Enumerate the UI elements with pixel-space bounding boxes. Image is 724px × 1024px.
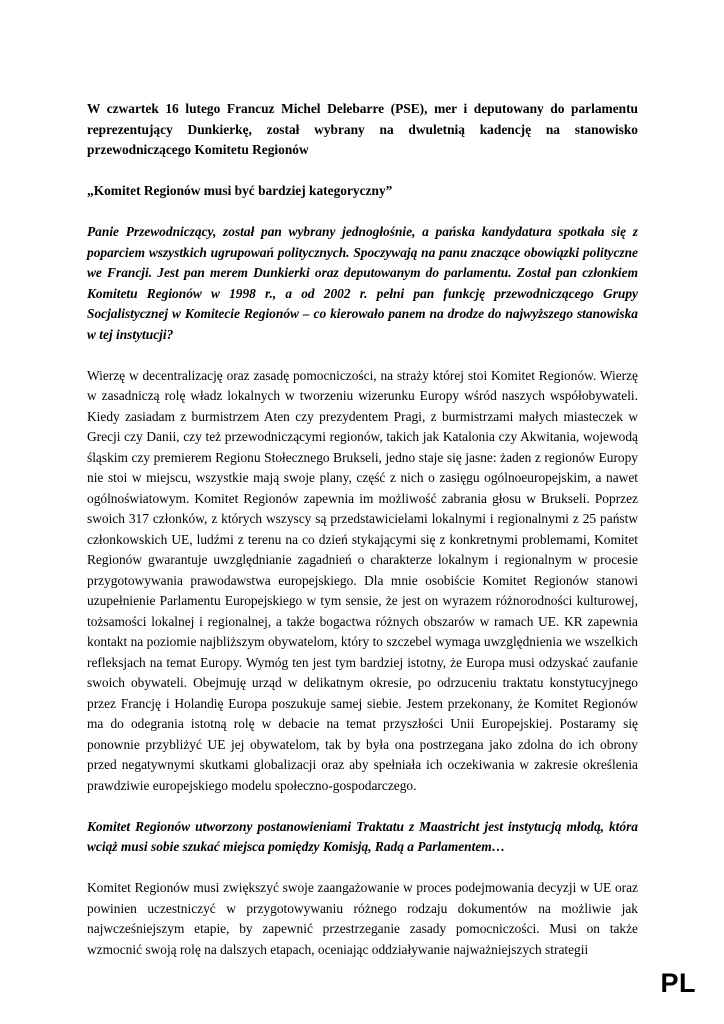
spacer	[87, 161, 638, 182]
interview-question-2: Komitet Regionów utworzony postanowieniami Traktatu z Maastricht jest instytucją młodą, która wciąż musi sobie szukać miejsca pomiędzy Komisją, Radą a Parlamentem…	[87, 818, 638, 854]
language-code-label: PL	[660, 968, 696, 998]
spacer	[87, 796, 638, 817]
headline: „Komitet Regionów musi być bardziej kategoryczny”	[87, 183, 393, 198]
spacer	[87, 858, 638, 879]
interview-answer-2: Komitet Regionów musi zwiększyć swoje zaangażowanie w proces podejmowania decyzji w UE oraz powinien uczestniczyć w przygotowywaniu różnego rodzaju dokumentów na możliwie jak najwcześniejszym etapie, by zapewnić przestrzeganie zasady pomocniczości. Musi on także wzmocnić swoją rolę na dalszych etapach, oceniając oddziaływanie najważniejszych strategii	[87, 880, 638, 957]
article	[87, 99, 638, 960]
intro-paragraph: W czwartek 16 lutego Francuz Michel Delebarre (PSE), mer i deputowany do parlamentu reprezentujący Dunkierkę, został wybrany na dwuletnią kadencję na stanowisko przewodniczącego Komitetu Regionów	[87, 101, 638, 157]
interview-answer-1: Wierzę w decentralizację oraz zasadę pomocniczości, na straży której stoi Komitet Regionów. Wierzę w zasadniczą rolę władz lokalnych w tworzeniu wizerunku Europy wśród naszych współobywateli. Kiedy zasiadam z burmistrzem Aten czy prezydentem Pragi, z burmistrzami małych miasteczek w Grecji czy Danii, czy też przewodniczącymi regionów, takich jak Katalonia czy Akwitania, wojewodą śląskim czy premierem Regionu Stołecznego Brukseli, jedno staje się jasne: żaden z regionów Europy nie stoi w miejscu, wszystkie mają swoje plany, część z nich o zasięgu ogólnoeuropejskim, a nawet ogólnoświatowym. Komitet Regionów zapewnia im możliwość zabrania głosu w Brukseli. Poprzez swoich 317 członków, z których wszyscy są przedstawicielami lokalnymi i regionalnymi z 25 państw członkowskich UE, ludźmi z terenu na co dzień stykającymi się z konkretnymi problemami, Komitet Regionów gwarantuje uwzględnianie zagadnień o charakterze lokalnym i regionalnym w procesie przygotowywania prawodawstwa europejskiego. Dla mnie osobiście Komitet Regionów stanowi uzupełnienie Parlamentu Europejskiego w tym sensie, że jest on wyrazem różnorodności kulturowej, tożsamości lokalnej i regionalnej, a także bogactwa różnych obszarów w ramach UE. KR zapewnia kontakt na poziomie najbliższym obywatelom, który to szczebel wymaga uwzględnienia we wszelkich refleksjach na temat Europy. Wymóg ten jest tym bardziej istotny, że Europa musi odzyskać zaufanie swoich obywateli. Obejmuję urząd w delikatnym okresie, po odrzuceniu traktatu konstytucyjnego przez Francję i Holandię Europa poszukuje samej siebie. Jestem przekonany, że Komitet Regionów ma do odegrania istotną rolę w debacie na temat przyszłości Unii Europejskiej. Postaramy się ponownie przybliżyć UE jej obywatelom, tak by była ona postrzegana jako zdolna do ich obrony przed negatywnymi skutkami globalizacji oraz aby spełniała ich oczekiwania w zakresie określenia prawdziwie europejskiego modelu społeczno-gospodarczego.	[87, 367, 638, 793]
interview-question-1: Panie Przewodniczący, został pan wybrany jednogłośnie, a pańska kandydatura spotkała się z poparciem wszystkich ugrupowań politycznych. Spoczywają na panu znaczące obowiązki polityczne we Francji. Jest pan merem Dunkierki oraz deputowanym do parlamentu. Został pan członkiem Komitetu Regionów w 1998 r., a od 2002 r. pełni pan funkcję przewodniczącego Grupy Socjalistycznej w Komitecie Regionów – co kierowało panem na drodze do najwyższego stanowiska w tej instytucji?	[87, 224, 638, 342]
spacer	[87, 202, 638, 223]
spacer	[87, 345, 638, 366]
